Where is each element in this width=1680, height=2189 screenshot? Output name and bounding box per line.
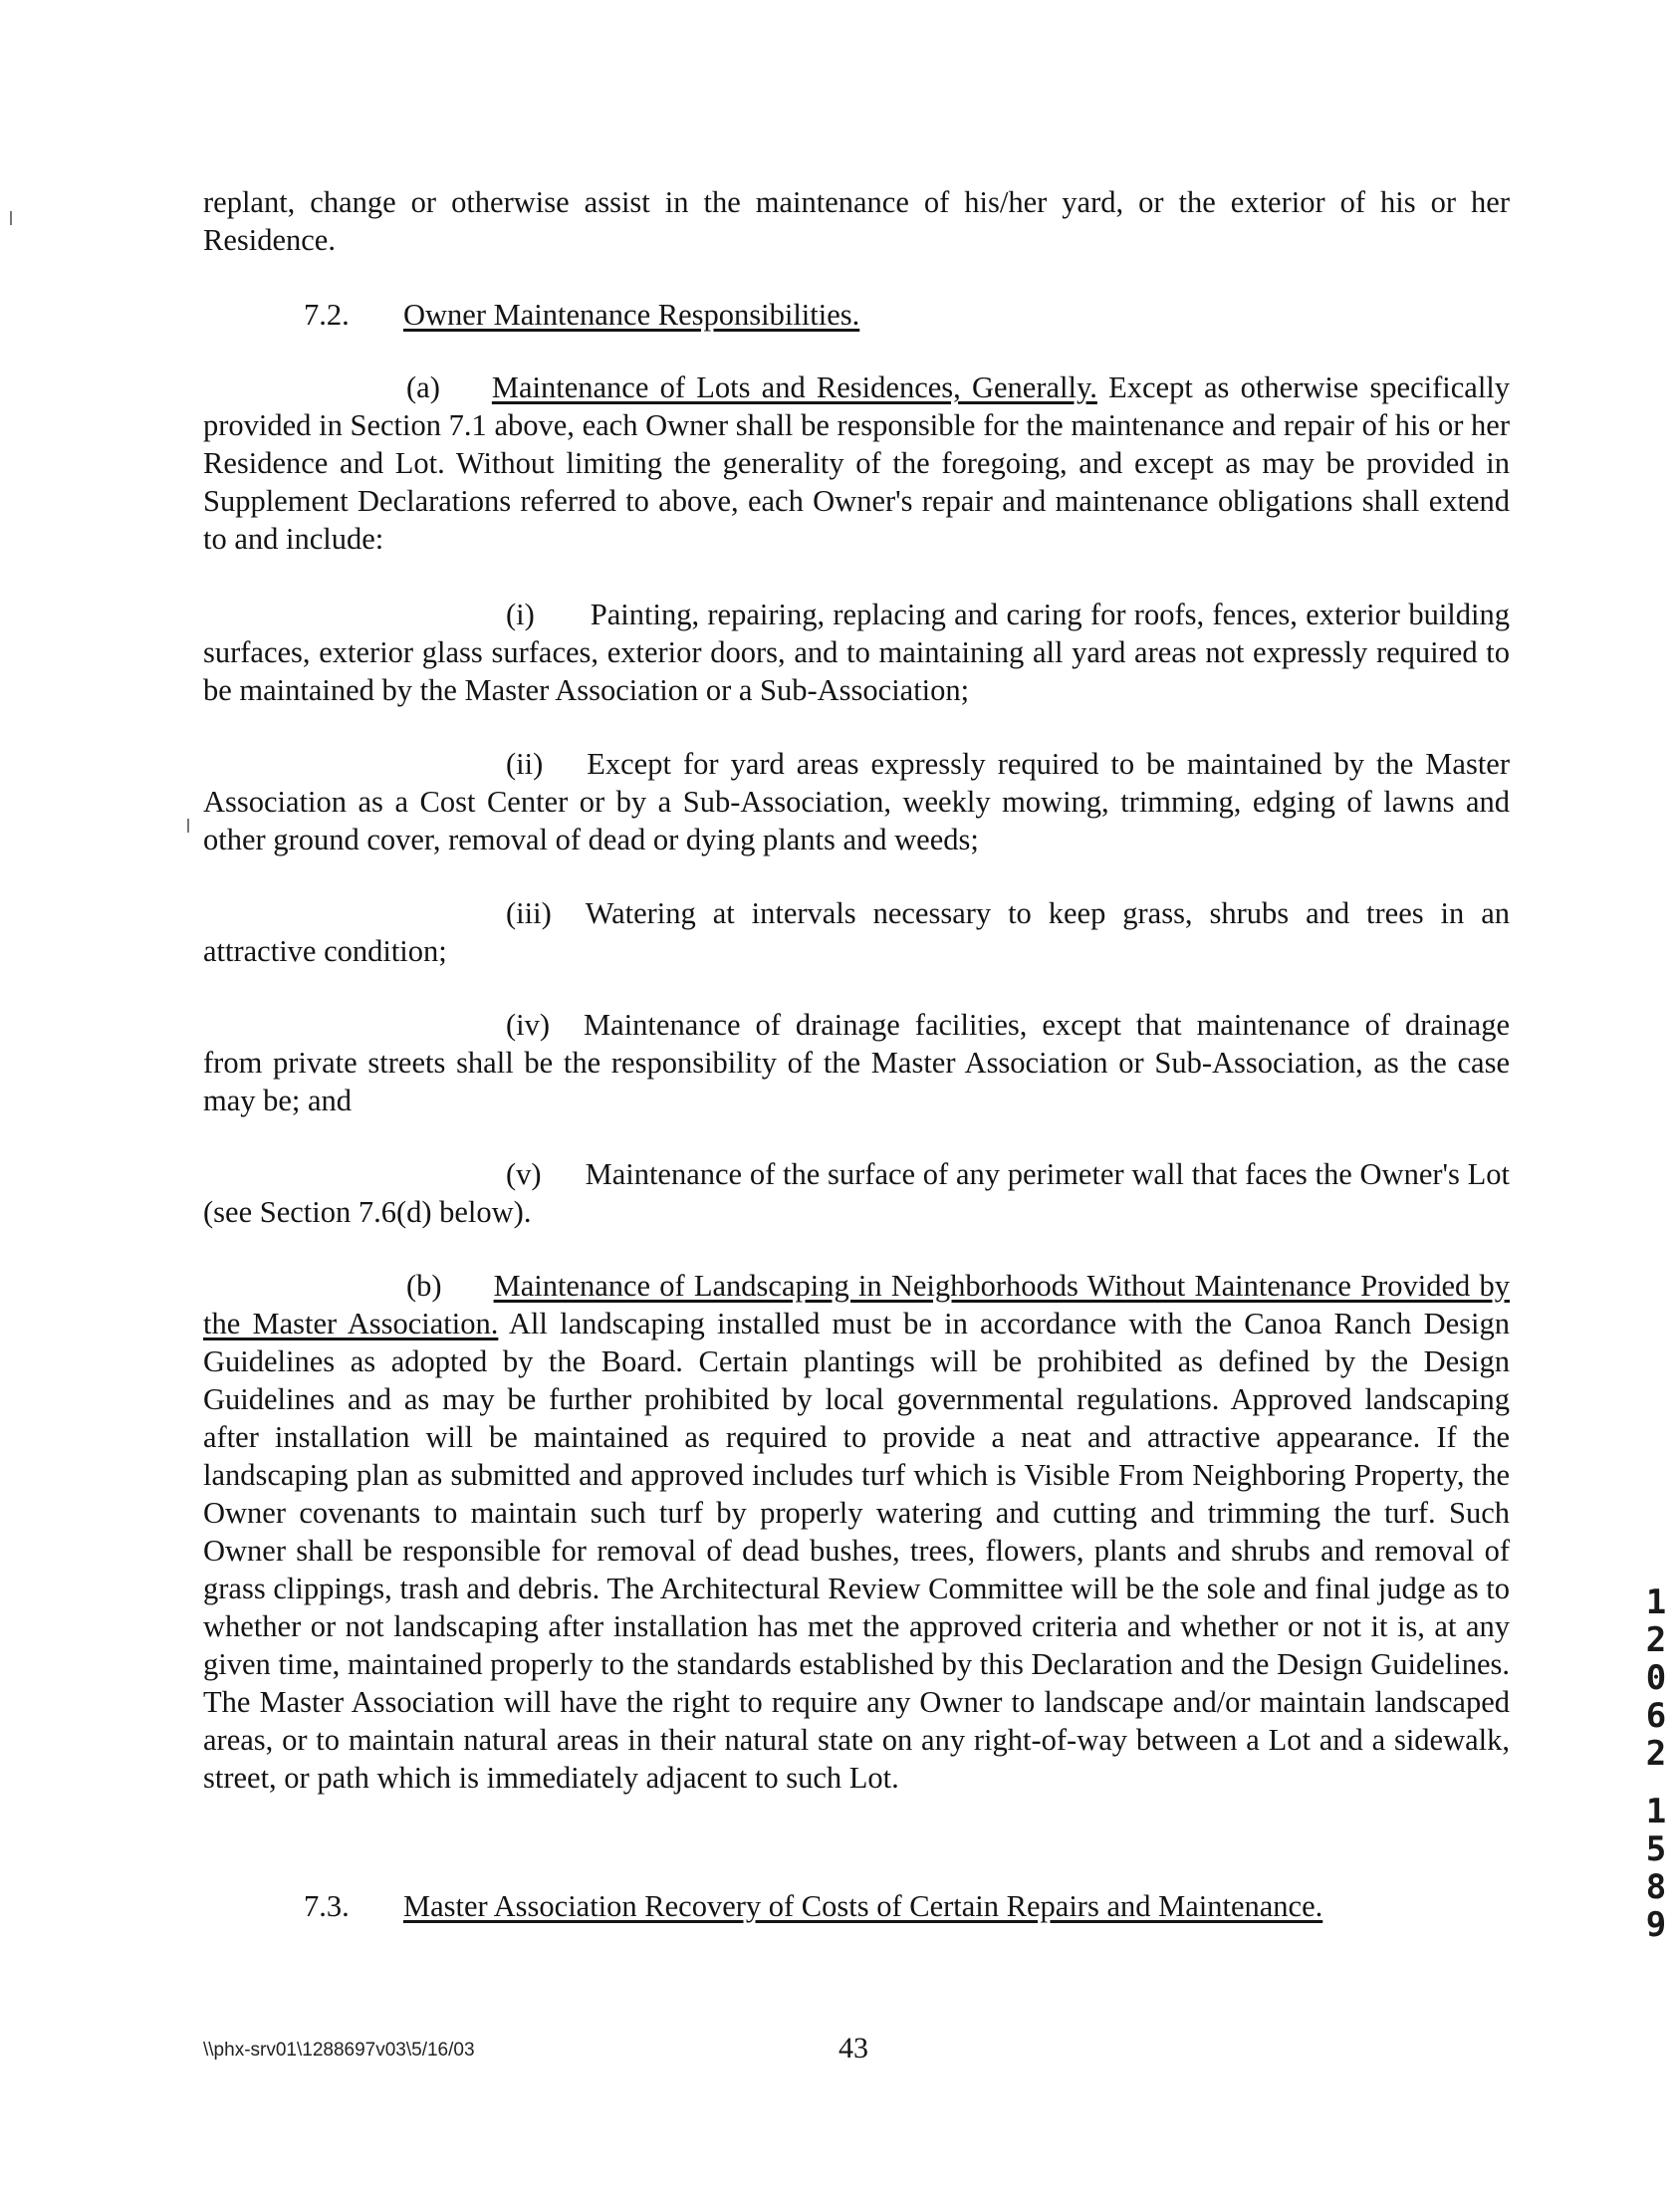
section-7-3-heading [304, 1887, 1323, 1925]
stamp-digit: 1 [1645, 1582, 1667, 1622]
list-item-text: Maintenance of the surface of any perimeter wall that faces the Owner's Lot (see Section 7.6(d) below). [203, 1157, 1510, 1229]
recording-stamp-sequence [1641, 1793, 1671, 1944]
opening-paragraph [203, 183, 1510, 259]
stamp-digit: 1 [1645, 1792, 1667, 1831]
list-item-text: Watering at intervals necessary to keep grass, shrubs and trees in an attractive condition; [203, 896, 1510, 968]
list-item-label: (iii) [506, 896, 552, 930]
stamp-digit: 2 [1645, 1620, 1667, 1660]
paragraph-a-text: Except as otherwise specifically provided in Section 7.1 above, each Owner shall be responsible for the maintenance and repair of his or her Residence and Lot. Without limiting the generality of the foregoing, and except as may be provided in Supplement Declarations referred to above, each Owner's repair and maintenance obligations shall extend to and include: [203, 370, 1511, 556]
list-item [203, 1006, 1510, 1119]
paragraph-b-title: Maintenance of Landscaping in Neighborhoods Without Maintenance Provided by the Master Association. [203, 1269, 1510, 1340]
list-item-label: (i) [506, 598, 535, 631]
section-title: Master Association Recovery of Costs of Certain Repairs and Maintenance. [403, 1889, 1323, 1923]
stamp-digit: 6 [1645, 1696, 1667, 1736]
list-item-text: Maintenance of drainage facilities, except that maintenance of drainage from private streets shall be the responsibility of the Master Association or Sub-Association, as the case may be; and [203, 1008, 1510, 1117]
stamp-digit: 8 [1645, 1867, 1667, 1907]
section-number: 7.2. [304, 298, 350, 332]
list-item [203, 596, 1510, 709]
paragraph-b [203, 1267, 1510, 1797]
section-7-2-heading [304, 296, 860, 334]
list-item [203, 894, 1510, 970]
paragraph-b-text: All landscaping installed must be in accordance with the Canoa Ranch Design Guidelines as adopted by the Board. Certain plantings will be prohibited as defined by the Design Guidelines and as may be further prohibited by local governmental regulations. Approved landscaping after installation will be maintained as required to provide a neat and attractive appearance. If the landscaping plan as submitted and approved includes turf which is Visible From Neighboring Property, the Owner covenants to maintain such turf by properly watering and cutting and trimming the turf. Such Owner shall be responsible for removal of dead bushes, trees, flowers, plants and shrubs and removal of grass clippings, trash and debris. The Architectural Review Committee will be the sole and final judge as to whether or not landscaping after installation has met the approved criteria and whether or not it is, at any given time, maintained properly to the standards established by this Declaration and the Design Guidelines. The Master Association will have the right to require any Owner to landscape and/or maintain landscaped areas, or to maintain natural areas in their natural state on any right-of-way between a Lot and a sidewalk, street, or path which is immediately adjacent to such Lot. [203, 1307, 1510, 1795]
list-item-text: Except for yard areas expressly required to be maintained by the Master Association as a Cost Center or by a Sub-Association, weekly mowing, trimming, edging of lawns and other ground cover, removal of dead or dying plants and weeds; [203, 747, 1510, 856]
margin-mark [10, 211, 12, 225]
page-number: 43 [839, 2032, 868, 2065]
paragraph-a [203, 368, 1510, 558]
paragraph-a-title: Maintenance of Lots and Residences, Generally. [491, 370, 1097, 404]
section-number: 7.3. [304, 1889, 350, 1923]
footer-file-path: \\phx-srv01\1288697v03\5/16/03 [203, 2040, 475, 2061]
list-item [203, 745, 1510, 858]
stamp-digit: 2 [1645, 1734, 1667, 1774]
recording-stamp [1641, 1583, 1671, 1773]
opening-text: replant, change or otherwise assist in the maintenance of his/her yard, or the exterior of his or her Residence. [203, 185, 1510, 257]
list-item [203, 1155, 1510, 1231]
list-item-label: (iv) [506, 1008, 551, 1042]
list-item-text: Painting, repairing, replacing and caring for roofs, fences, exterior building surfaces, exterior glass surfaces, exterior doors, and to maintaining all yard areas not expressly required to be maintained by the Master Association or a Sub-Association; [203, 598, 1510, 707]
section-title: Owner Maintenance Responsibilities. [403, 298, 860, 332]
list-item-label: (v) [506, 1157, 542, 1191]
stamp-digit: 0 [1645, 1658, 1667, 1698]
paragraph-a-label: (a) [406, 370, 440, 404]
stamp-digit: 5 [1645, 1829, 1667, 1869]
list-item-label: (ii) [506, 747, 544, 781]
margin-mark [187, 819, 189, 833]
stamp-digit: 9 [1645, 1905, 1667, 1945]
paragraph-b-label: (b) [406, 1269, 442, 1303]
